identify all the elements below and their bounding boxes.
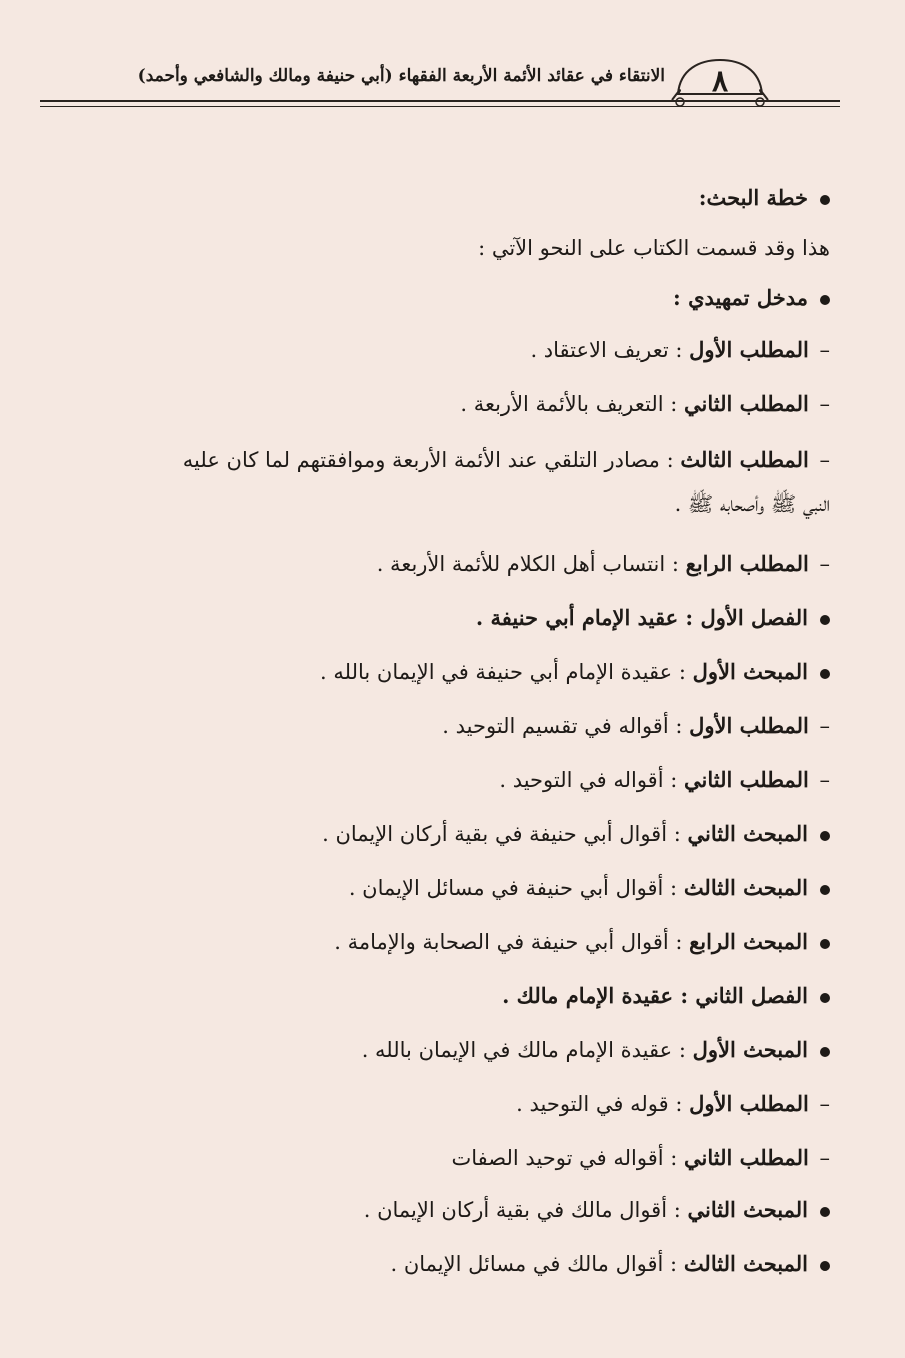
bullet-icon <box>820 831 830 841</box>
section-heading: المبحث الرابع <box>689 929 808 954</box>
toc-line <box>70 922 830 962</box>
section-text: : أقوال أبي حنيفة في بقية أركان الإيمان . <box>322 822 688 846</box>
toc-line <box>70 1138 830 1178</box>
section-text: : أقواله في التوحيد . <box>499 768 684 792</box>
toc-line <box>70 706 830 746</box>
section-heading: خطة البحث: <box>698 185 808 210</box>
toc-line <box>70 814 830 854</box>
dash-marker: – <box>812 338 830 362</box>
section-heading: المطلب الثاني <box>684 767 809 792</box>
section-heading: المبحث الأول <box>692 659 808 684</box>
bullet-icon <box>820 295 830 305</box>
section-heading: المبحث الثاني <box>687 1197 808 1222</box>
section-heading: المطلب الأول <box>689 337 809 362</box>
section-text: : عقيدة الإمام مالك في الإيمان بالله . <box>361 1038 693 1062</box>
section-text: : أقواله في توحيد الصفات <box>451 1146 684 1170</box>
section-text: : مصادر التلقي عند الأئمة الأربعة وموافقتهم لما كان عليه <box>182 448 681 472</box>
toc-line <box>70 228 830 268</box>
bullet-icon <box>820 993 830 1003</box>
toc-line <box>70 384 830 424</box>
toc-line <box>70 440 830 480</box>
dash-marker: – <box>812 448 830 472</box>
section-heading: المطلب الثاني <box>684 391 809 416</box>
toc-line <box>70 1030 830 1070</box>
section-text: النبي ﷺ وأصحابه ﷺ . <box>674 492 830 516</box>
section-text: : أقواله في تقسيم التوحيد . <box>442 714 690 738</box>
bullet-icon <box>820 669 830 679</box>
section-heading: مدخل تمهيدي : <box>673 285 808 310</box>
toc-line <box>70 1084 830 1124</box>
dash-marker: – <box>812 714 830 738</box>
bullet-icon <box>820 1047 830 1057</box>
running-title: الانتقاء في عقائد الأئمة الأربعة الفقهاء (أبي حنيفة ومالك والشافعي وأحمد) <box>137 66 665 86</box>
section-text: : عقيدة الإمام أبي حنيفة في الإيمان بالله . <box>320 660 693 684</box>
dash-marker: – <box>812 768 830 792</box>
section-text: : تعريف الاعتقاد . <box>530 338 690 362</box>
toc-line <box>70 1190 830 1230</box>
section-heading: المطلب الثاني <box>684 1145 809 1170</box>
toc-line <box>70 544 830 584</box>
toc-line <box>70 652 830 692</box>
section-heading: المبحث الأول <box>692 1037 808 1062</box>
section-heading: الفصل الثاني : عقيدة الإمام مالك . <box>502 983 808 1008</box>
section-text: : أقوال أبي حنيفة في الصحابة والإمامة . <box>334 930 690 954</box>
toc-line <box>70 598 830 638</box>
toc-line <box>70 484 830 524</box>
toc-line <box>70 330 830 370</box>
bullet-icon <box>820 885 830 895</box>
toc-line <box>70 178 830 218</box>
bullet-icon <box>820 939 830 949</box>
section-text: : انتساب أهل الكلام للأئمة الأربعة . <box>376 552 686 576</box>
section-heading: المبحث الثالث <box>683 1251 808 1276</box>
dash-marker: – <box>812 552 830 576</box>
dash-marker: – <box>812 1092 830 1116</box>
section-heading: المطلب الثالث <box>680 447 809 472</box>
section-text: : أقوال أبي حنيفة في مسائل الإيمان . <box>348 876 684 900</box>
section-heading: الفصل الأول : عقيد الإمام أبي حنيفة . <box>475 605 808 630</box>
bullet-icon <box>820 1261 830 1271</box>
dash-marker: – <box>812 1146 830 1170</box>
page-number: ٨ <box>711 64 729 99</box>
section-text: هذا وقد قسمت الكتاب على النحو الآتي : <box>478 236 830 260</box>
dash-marker: – <box>812 392 830 416</box>
section-heading: المطلب الأول <box>689 713 809 738</box>
toc-line <box>70 976 830 1016</box>
section-heading: المطلب الرابع <box>685 551 809 576</box>
section-text: : التعريف بالأئمة الأربعة . <box>460 392 684 416</box>
section-heading: المبحث الثاني <box>687 821 808 846</box>
page-header <box>40 60 840 110</box>
bullet-icon <box>820 195 830 205</box>
section-heading: المبحث الثالث <box>683 875 808 900</box>
toc-line <box>70 1244 830 1284</box>
toc-line <box>70 760 830 800</box>
toc-line <box>70 868 830 908</box>
bullet-icon <box>820 615 830 625</box>
section-text: : أقوال مالك في بقية أركان الإيمان . <box>363 1198 688 1222</box>
section-text: : قوله في التوحيد . <box>516 1092 690 1116</box>
section-text: : أقوال مالك في مسائل الإيمان . <box>390 1252 684 1276</box>
section-heading: المطلب الأول <box>689 1091 809 1116</box>
bullet-icon <box>820 1207 830 1217</box>
toc-line <box>70 278 830 318</box>
